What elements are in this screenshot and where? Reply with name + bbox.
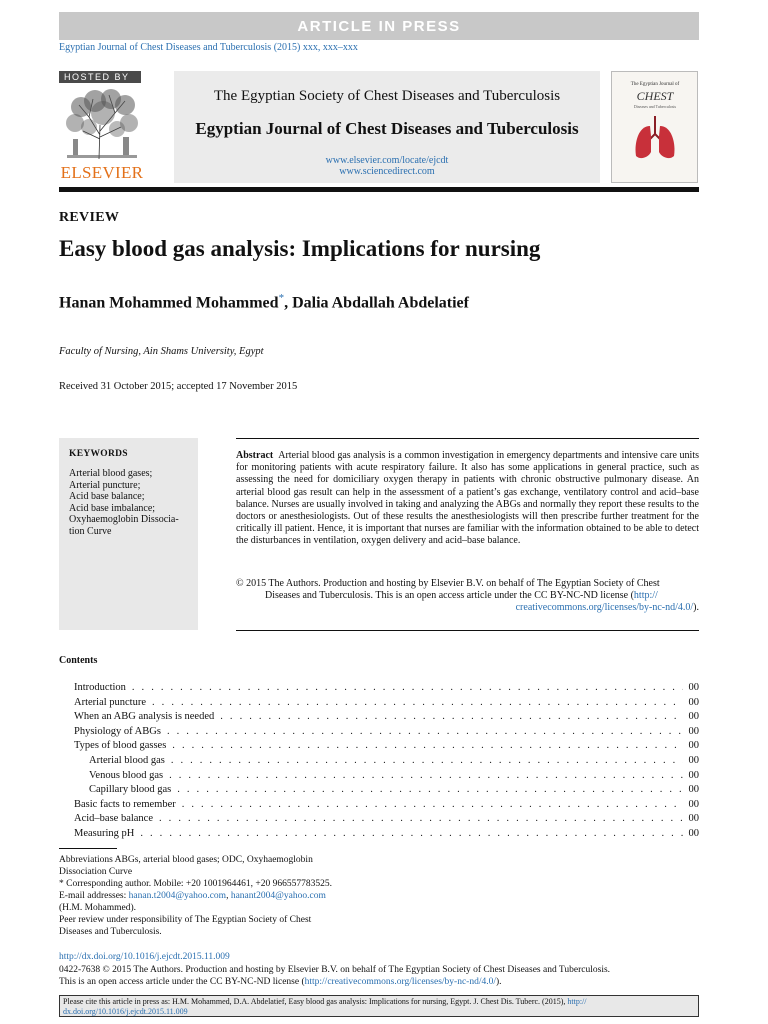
toc-page: 00	[688, 769, 699, 781]
footnote-rule	[59, 848, 117, 849]
toc-label: Types of blood gasses	[74, 740, 167, 752]
toc-leader	[169, 770, 682, 781]
lungs-icon	[630, 112, 680, 162]
email-separator: ,	[226, 891, 231, 901]
author-name: Hanan Mohammed Mohammed	[59, 294, 279, 312]
keywords-box	[59, 438, 198, 630]
article-dates: Received 31 October 2015; accepted 17 November 2015	[59, 381, 298, 392]
toc-leader	[140, 828, 682, 839]
toc-leader	[167, 726, 683, 737]
toc-label: Capillary blood gas	[89, 784, 172, 796]
copyright-line: © 2015 The Authors. Production and hosting by Elsevier B.V. on behalf of The Egyptian Society of Chest	[236, 578, 660, 589]
citation-doi-link[interactable]: dx.doi.org/10.1016/j.ejcdt.2015.11.009	[63, 1006, 188, 1016]
abstract-label: Abstract	[236, 450, 274, 461]
doi-link[interactable]: http://dx.doi.org/10.1016/j.ejcdt.2015.11.009	[59, 952, 230, 962]
email-line	[59, 890, 375, 902]
society-name: The Egyptian Society of Chest Diseases and Tuberculosis	[213, 88, 561, 104]
citation-box	[59, 995, 699, 1017]
toc-label: Venous blood gas	[89, 769, 164, 781]
toc-page: 00	[688, 827, 699, 839]
toc-page: 00	[688, 754, 699, 766]
header-divider	[59, 187, 699, 192]
cover-title-text: The Egyptian Journal of	[630, 82, 680, 87]
hosted-by-label: HOSTED BY	[59, 71, 141, 83]
toc-page: 00	[688, 784, 699, 796]
keyword-item: Acid base imbalance;	[69, 502, 156, 514]
keyword-item: Arterial blood gases;	[69, 468, 153, 479]
author-list	[59, 292, 469, 312]
toc-label: When an ABG analysis is needed	[74, 711, 215, 723]
toc-leader	[152, 697, 682, 708]
abstract-copyright	[236, 578, 699, 615]
toc-entry[interactable]	[74, 682, 699, 697]
email-link[interactable]: hanan.t2004@yahoo.com	[128, 891, 227, 901]
toc-leader	[172, 740, 682, 751]
table-of-contents	[74, 682, 699, 843]
journal-cover-thumbnail[interactable]	[611, 71, 698, 183]
toc-subentry[interactable]	[74, 770, 699, 785]
section-label: REVIEW	[59, 210, 120, 225]
cover-chest-text: CHEST	[636, 89, 674, 103]
license-link[interactable]: http://creativecommons.org/licenses/by-nc-nd/4.0/	[304, 977, 496, 987]
journal-name: Egyptian Journal of Chest Diseases and Tuberculosis	[195, 119, 579, 138]
keyword-item: Acid base balance;	[69, 491, 145, 502]
toc-label: Acid–base balance	[74, 813, 154, 825]
author-name: , Dalia Abdallah Abdelatief	[284, 294, 469, 312]
toc-page: 00	[688, 682, 699, 693]
journal-reference-link[interactable]: Egyptian Journal of Chest Diseases and Tuberculosis (2015) xxx, xxx–xxx	[59, 42, 358, 53]
abstract-bottom-rule	[236, 630, 699, 631]
toc-subentry[interactable]	[74, 784, 699, 799]
toc-leader	[182, 799, 683, 810]
keyword-item: Arterial puncture;	[69, 479, 141, 491]
corresponding-author-link[interactable]: *	[278, 292, 285, 304]
affiliation: Faculty of Nursing, Ain Shams University, Egypt	[59, 346, 264, 357]
keywords-list	[69, 468, 188, 537]
toc-leader	[220, 711, 682, 722]
toc-entry[interactable]	[74, 697, 699, 712]
elsevier-wordmark: ELSEVIER	[60, 163, 144, 182]
toc-page: 00	[688, 740, 699, 752]
toc-label: Arterial blood gas	[89, 754, 165, 766]
abbreviations-line: Abbreviations ABGs, arterial blood gases; ODC, Oxyhaemoglobin	[59, 855, 313, 865]
toc-subentry[interactable]	[74, 755, 699, 770]
article-in-press-banner: ARTICLE IN PRESS	[59, 12, 699, 40]
email-owner: (H.M. Mohammed).	[59, 903, 137, 913]
toc-entry[interactable]	[74, 828, 699, 843]
abstract-top-rule	[236, 438, 699, 439]
toc-page: 00	[688, 798, 699, 810]
toc-leader	[159, 813, 682, 824]
toc-leader	[132, 682, 683, 693]
journal-masthead	[174, 71, 600, 183]
toc-entry[interactable]	[74, 740, 699, 755]
toc-label: Basic facts to remember	[74, 798, 176, 810]
toc-page: 00	[688, 711, 699, 723]
article-title: Easy blood gas analysis: Implications for nursing	[59, 236, 541, 261]
toc-entry[interactable]	[74, 813, 699, 828]
license-text: ).	[496, 977, 502, 987]
abbreviations-line: Dissociation Curve	[59, 867, 133, 877]
keywords-heading: KEYWORDS	[69, 449, 128, 459]
cover-subtitle-text: Diseases and Tuberculosis	[633, 104, 677, 109]
email-link[interactable]: hanant2004@yahoo.com	[230, 891, 326, 901]
copyright-line: Diseases and Tuberculosis. This is an open access article under the CC BY-NC-ND license (	[265, 590, 634, 602]
toc-page: 00	[688, 813, 699, 825]
toc-label: Arterial puncture	[74, 696, 147, 708]
corresponding-author-note: * Corresponding author. Mobile: +20 1001964461, +20 966557783525.	[59, 879, 333, 889]
toc-leader	[177, 784, 682, 795]
elsevier-tree-icon	[59, 87, 145, 161]
toc-label: Physiology of ABGs	[74, 725, 161, 737]
email-label: E-mail addresses:	[59, 891, 129, 901]
toc-label: Measuring pH	[74, 827, 135, 839]
citation-doi-link[interactable]: http://	[567, 997, 587, 1006]
issn-copyright	[59, 964, 699, 988]
contents-heading: Contents	[59, 655, 98, 666]
citation-text: Please cite this article in press as: H.M. Mohammed, D.A. Abdelatief, Easy blood gas analysis: Implications for nursing, Egypt. J. Chest Dis. Tuberc. (2015),	[63, 997, 568, 1006]
publisher-logo[interactable]	[59, 71, 171, 183]
toc-entry[interactable]	[74, 726, 699, 741]
keyword-item: tion Curve	[69, 525, 112, 537]
toc-label: Introduction	[74, 682, 126, 693]
license-link[interactable]: creativecommons.org/licenses/by-nc-nd/4.0/	[515, 602, 694, 614]
keyword-item: Oxyhaemoglobin Dissocia-	[69, 514, 179, 525]
toc-leader	[171, 755, 683, 766]
abstract-text: Arterial blood gas analysis is a common investigation in emergency departments and intensive care units for monitoring patients with acute respiratory failure. It also has some applications in general practice, such as assessing the need for domiciliary oxygen therapy in patients with chronic obstructive pulmonary disease. An arterial blood gas result can help in the assessment of a patient’s gas exchange, ventilatory control and acid–base balance. Nurses are usually involved in taking and analyzing the ABGs and normally they report these results to the doctors or anesthesiologists. Out of these results the anesthesiologists will then prescribe further treatment for the critically ill patient. Hence, it is important that nurses are familiar with the information obtained to be able to detect the disturbances in ventilation, oxygen delivery and acid–base balance.	[236, 450, 699, 547]
license-text: This is an open access article under the CC BY-NC-ND license (	[59, 977, 305, 987]
sciencedirect-url-link[interactable]: www.sciencedirect.com	[339, 166, 435, 177]
peer-review-note: Peer review under responsibility of The Egyptian Society of Chest	[59, 915, 312, 925]
toc-page: 00	[688, 725, 699, 737]
elsevier-url-link[interactable]: www.elsevier.com/locate/ejcdt	[325, 155, 449, 166]
peer-review-note: Diseases and Tuberculosis.	[59, 927, 162, 937]
copyright-end: ).	[693, 602, 699, 614]
footnotes	[59, 854, 375, 938]
abstract-paragraph	[236, 450, 699, 548]
toc-entry[interactable]	[74, 799, 699, 814]
toc-page: 00	[688, 696, 699, 708]
toc-entry[interactable]	[74, 711, 699, 726]
issn-line: 0422-7638 © 2015 The Authors. Production and hosting by Elsevier B.V. on behalf of The Egyptian Society of Chest Diseases and Tuberculosis.	[59, 965, 611, 975]
license-line	[59, 976, 699, 988]
license-link[interactable]: http://	[633, 590, 658, 602]
